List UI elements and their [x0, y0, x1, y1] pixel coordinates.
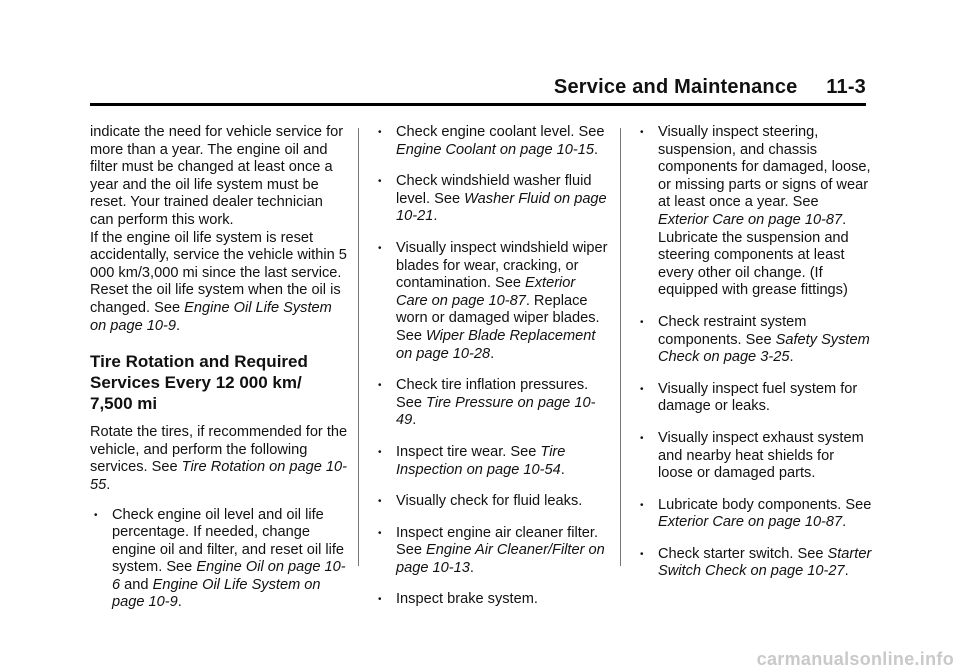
- list-item: • Visually inspect exhaust system and nearby heat shields for loose or damaged parts.: [640, 429, 864, 482]
- column-1: [90, 124, 348, 626]
- list-item: • Visually inspect steering, suspension, and chassis components for damaged, loose, or missing parts or signs of wear at least once a year. See Exterior Care on page 10-87. Lubricate the suspension and steering components at least every other oil change. (If equipped with grease fittings): [640, 124, 871, 299]
- cross-reference[interactable]: Engine Coolant on page 10-15: [396, 141, 594, 158]
- bullet-icon: •: [378, 242, 382, 254]
- bullet-icon: •: [640, 127, 644, 138]
- intro-paragraph-2: If the engine oil life system is reset accidentally, service the vehicle within 5 000 km/3,000 mi since the last service. Reset the oil life system when the oil is changed. See Engine Oil Life System on page 10-9.: [90, 229, 347, 334]
- rotation-paragraph: Rotate the tires, if recommended for the vehicle, and perform the following services. See Tire Rotation on page 10-55.: [90, 424, 348, 493]
- cross-reference[interactable]: Tire Pressure on page 10-49: [396, 394, 596, 429]
- cross-reference[interactable]: Engine Air Cleaner/Filter on page 10-13: [396, 542, 605, 576]
- column-2: [374, 124, 609, 623]
- bullet-icon: •: [640, 548, 644, 560]
- bullet-icon: •: [378, 446, 382, 458]
- section-title: Tire Rotation and Required Services Every 12 000 km/ 7,500 mi: [90, 352, 308, 414]
- bullet-icon: •: [378, 527, 382, 539]
- cross-reference[interactable]: Washer Fluid on page 10-21: [396, 190, 607, 225]
- list-item: • Check engine coolant level. See Engine Coolant on page 10-15.: [378, 124, 605, 158]
- bullet-icon: •: [378, 594, 382, 606]
- cross-reference[interactable]: Engine Oil Life System on page 10-9: [112, 576, 321, 611]
- list-item: • Check engine oil level and oil life percentage. If needed, change engine oil and filter, and reset oil life system. See Engine Oil on page 10-6 and Engine Oil Life System on page 10-9.: [94, 506, 346, 611]
- cross-reference[interactable]: Tire Inspection on page 10-54: [396, 443, 566, 478]
- list-item: • Inspect tire wear. See Tire Inspection on page 10-54.: [378, 443, 566, 478]
- cross-reference[interactable]: Safety System Check on page 3-25: [658, 331, 870, 366]
- list-item: • Check windshield washer fluid level. See Washer Fluid on page 10-21.: [378, 173, 607, 225]
- column-divider-1: [358, 128, 359, 566]
- bullet-icon: •: [378, 380, 382, 392]
- cross-reference[interactable]: Engine Oil on page 10-6: [112, 559, 346, 593]
- watermark: carmanualsonline.info: [756, 649, 954, 669]
- list-item: • Inspect brake system.: [378, 591, 538, 608]
- header-rule: [90, 103, 866, 106]
- list-item: • Check tire inflation pressures. See Tire Pressure on page 10-49.: [378, 377, 596, 429]
- bullet-icon: •: [640, 316, 644, 328]
- cross-reference[interactable]: Exterior Care on page 10-87: [658, 514, 843, 531]
- bullet-icon: •: [378, 176, 382, 188]
- column-divider-2: [620, 128, 621, 566]
- cross-reference[interactable]: Engine Oil Life System on page 10-9: [90, 299, 332, 334]
- intro-paragraph-1: indicate the need for vehicle service for more than a year. The engine oil and filter must be changed at least once a year and the oil life system must be reset. Your trained dealer technician can perform this work.: [90, 124, 344, 228]
- cross-reference[interactable]: Wiper Blade Replacement on page 10-28: [396, 327, 596, 362]
- column-3: [636, 124, 872, 595]
- bullet-icon: •: [640, 432, 644, 444]
- list-item: • Visually inspect windshield wiper blades for wear, cracking, or contamination. See Exterior Care on page 10-87. Replace worn or damaged wiper blades. See Wiper Blade Replacement on page 10-28.: [378, 239, 608, 362]
- cross-reference[interactable]: Tire Rotation on page 10-55: [90, 459, 348, 493]
- bullet-icon: •: [378, 127, 382, 138]
- cross-reference[interactable]: Exterior Care on page 10-87: [396, 275, 576, 309]
- list-item: • Check starter switch. See Starter Switch Check on page 10-27.: [640, 545, 872, 580]
- cross-reference[interactable]: Starter Switch Check on page 10-27: [658, 545, 872, 580]
- page-title: Service and Maintenance 11-3: [553, 76, 866, 98]
- list-item: • Visually inspect fuel system for damage or leaks.: [640, 380, 858, 415]
- bullet-icon: •: [640, 383, 644, 395]
- bullet-icon: •: [378, 496, 382, 508]
- list-item: • Inspect engine air cleaner filter. See Engine Air Cleaner/Filter on page 10-13.: [378, 524, 605, 576]
- list-item: • Lubricate body components. See Exterior Care on page 10-87.: [640, 496, 872, 531]
- bullet-icon: •: [94, 509, 98, 521]
- cross-reference[interactable]: Exterior Care on page 10-87: [658, 211, 843, 228]
- list-item: • Visually check for fluid leaks.: [378, 493, 583, 510]
- page-header: [90, 76, 866, 102]
- bullet-icon: •: [640, 499, 644, 511]
- list-item: • Check restraint system components. See Safety System Check on page 3-25.: [640, 313, 870, 366]
